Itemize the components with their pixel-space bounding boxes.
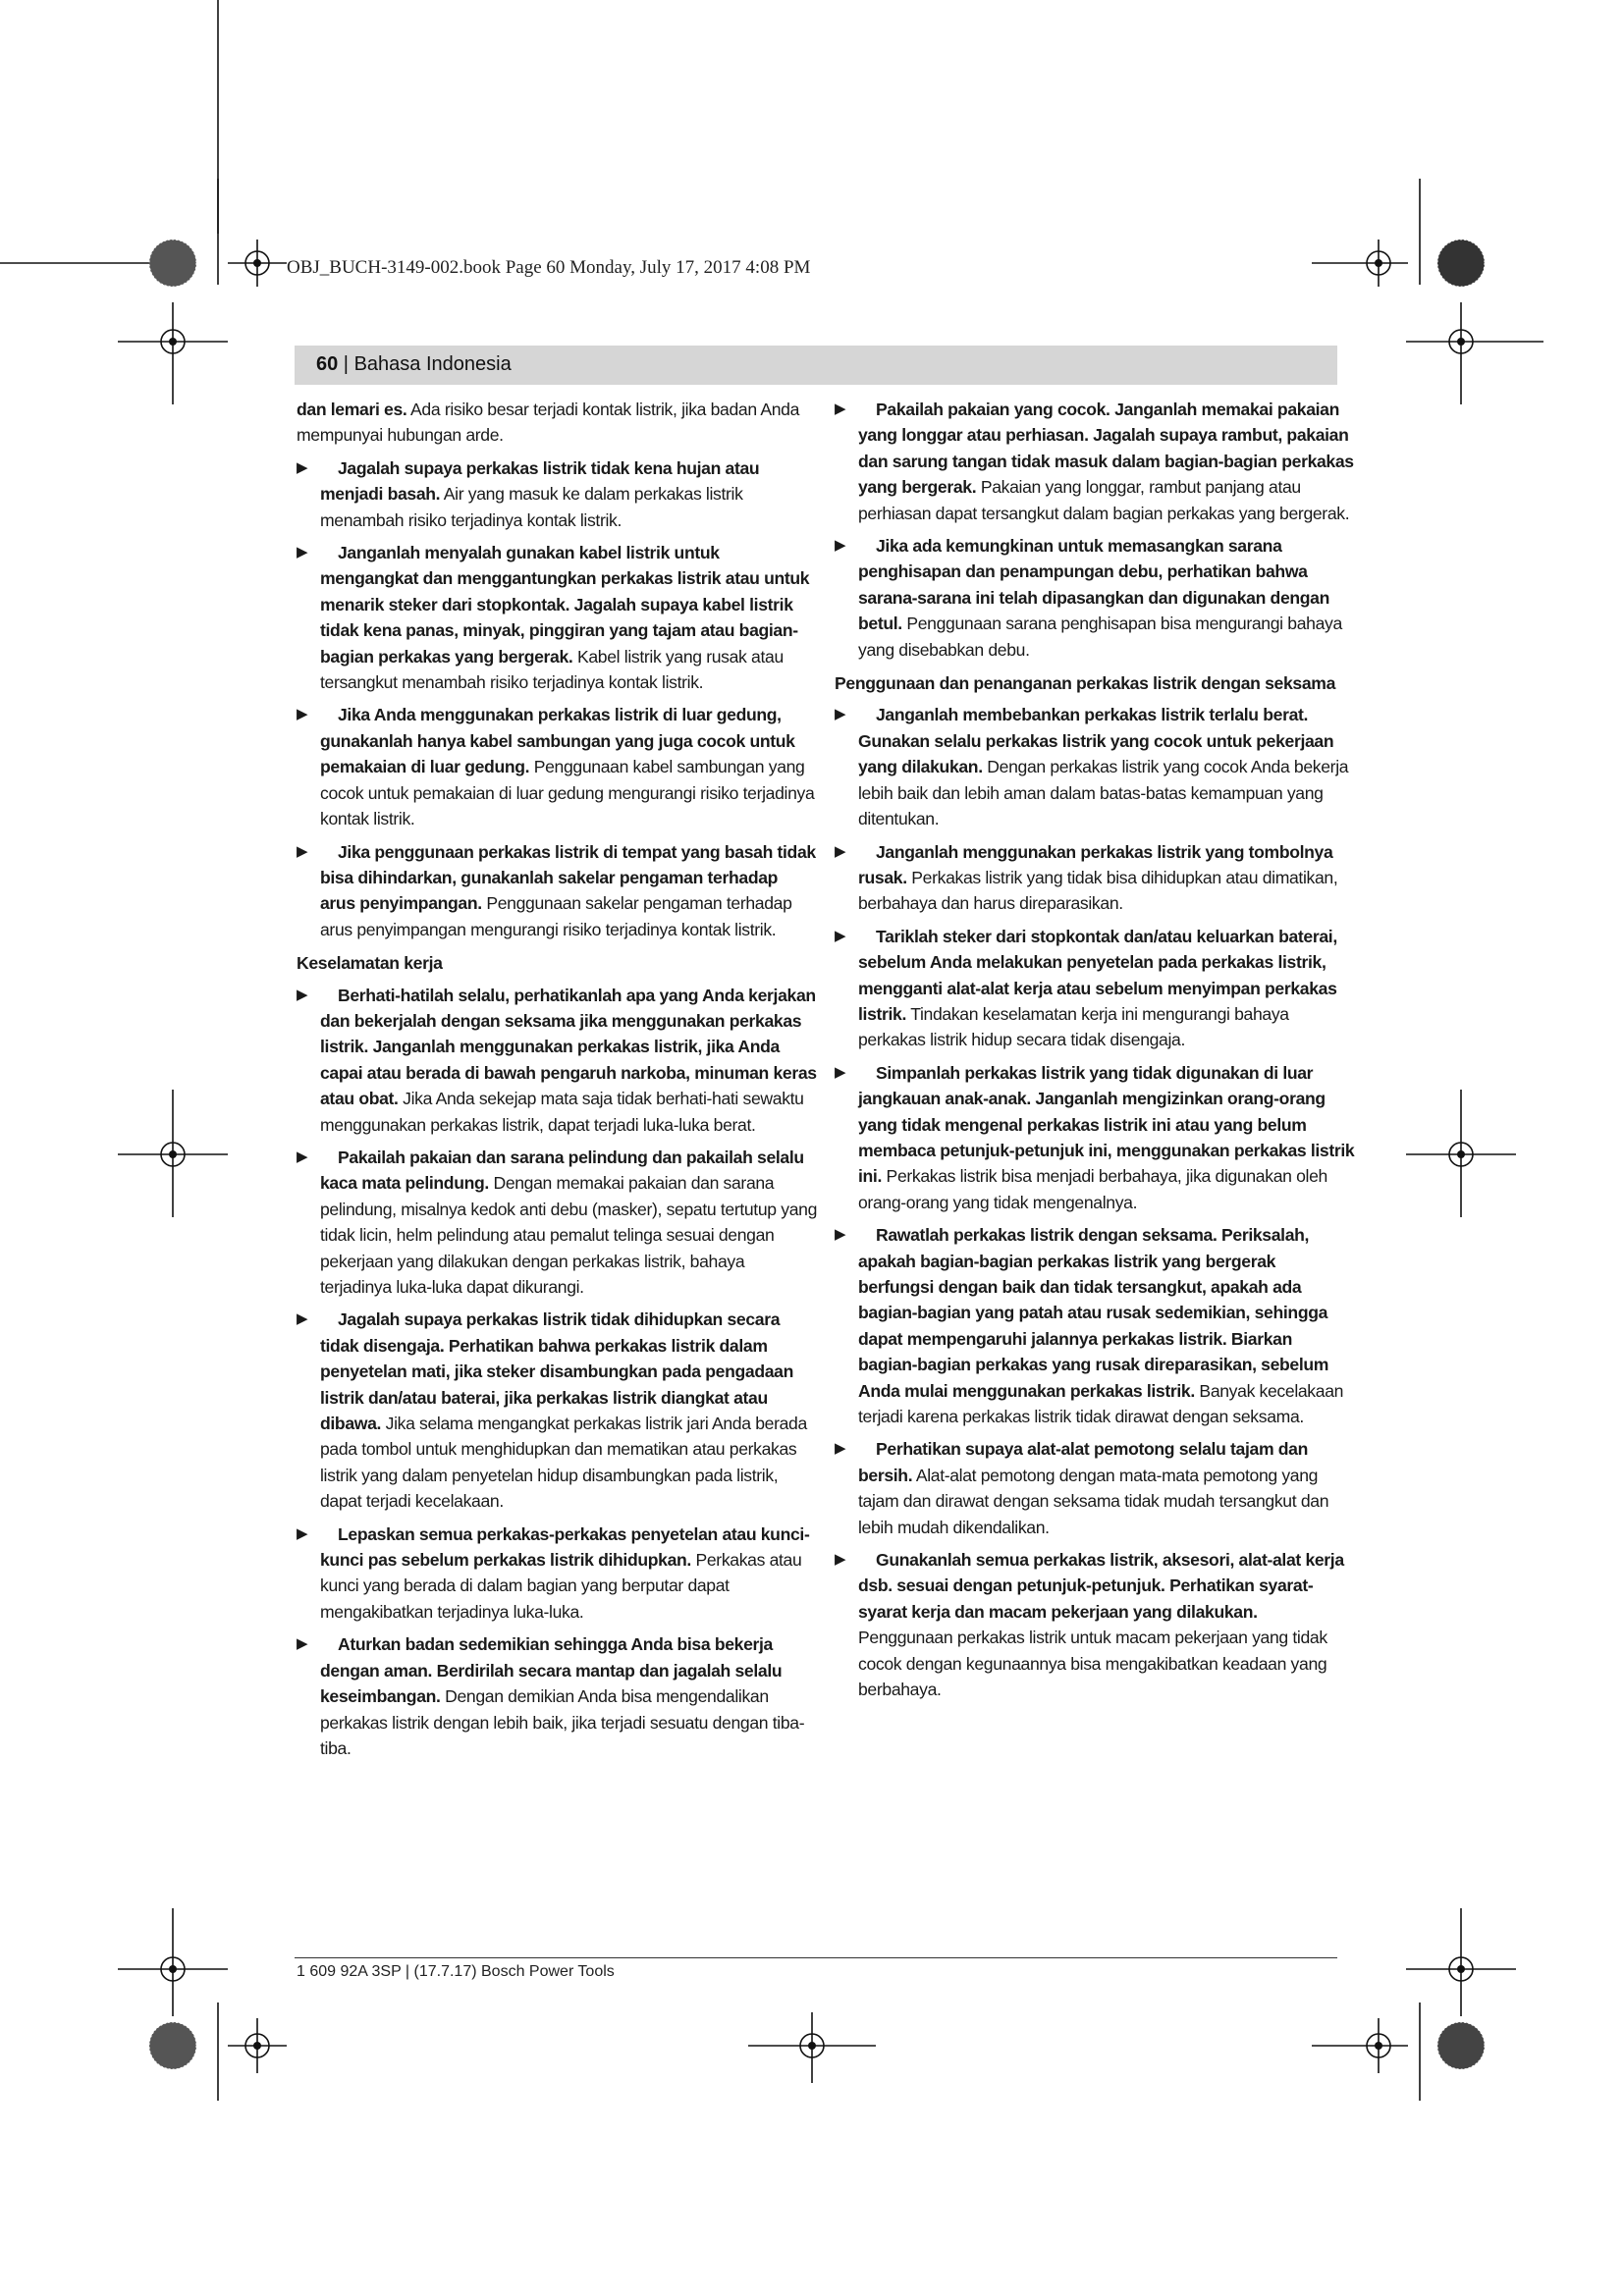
list-item xyxy=(835,1060,1355,1215)
print-slug: OBJ_BUCH-3149-002.book Page 60 Monday, July 17, 2017 4:08 PM xyxy=(287,257,811,278)
item-text: Perkakas listrik bisa menjadi berbahaya, jika digunakan oleh orang-orang yang tidak mengenalnya. xyxy=(858,1166,1327,1212)
bullet-arrow-icon: ▶ xyxy=(835,1063,846,1081)
item-bold-text: Jika Anda menggunakan perkakas listrik di luar gedung, gunakanlah hanya kabel sambungan yang juga cocok untuk pemakaian di luar gedung. xyxy=(320,705,795,777)
list-item xyxy=(835,1436,1355,1540)
list-item xyxy=(297,839,817,943)
list-item xyxy=(297,702,817,831)
list-item xyxy=(297,1522,817,1626)
item-bold-text: Simpanlah perkakas listrik yang tidak digunakan di luar jangkauan anak-anak. Janganlah mengizinkan orang-orang yang tidak mengenal perkakas listrik ini atau yang belum membaca petunjuk-petunjuk ini, menggunakan perkakas listrik ini. xyxy=(858,1062,1355,1187)
safety-list-work xyxy=(297,983,817,1762)
left-column xyxy=(297,397,817,1768)
bullet-arrow-icon: ▶ xyxy=(835,1226,846,1244)
item-bold-text: Pakailah pakaian yang cocok. Janganlah memakai pakaian yang longgar atau perhiasan. Jagalah supaya rambut, pakaian dan sarung tangan tidak masuk dalam bagian-bagian perkakas yang bergerak. xyxy=(858,400,1354,498)
item-bold-text: Janganlah menggunakan perkakas listrik yang tombolnya rusak. xyxy=(858,841,1333,887)
item-text: Penggunaan kabel sambungan yang cocok untuk pemakaian di luar gedung mengurangi risiko terjadinya kontak listrik. xyxy=(320,757,815,829)
item-text: Penggunaan perkakas listrik untuk macam pekerjaan yang tidak cocok dengan kegunaannya bisa mengakibatkan keadaan yang berbahaya. xyxy=(858,1628,1327,1700)
section-heading: Keselamatan kerja xyxy=(297,953,443,974)
bullet-arrow-icon: ▶ xyxy=(297,1310,308,1328)
item-text: Penggunaan sarana penghisapan bisa mengurangi bahaya yang disebabkan debu. xyxy=(858,614,1342,660)
list-item xyxy=(835,839,1355,917)
item-bold-text: Pakailah pakaian dan sarana pelindung dan pakailah selalu kaca mata pelindung. xyxy=(320,1147,804,1194)
list-item xyxy=(835,533,1355,663)
item-text: Perkakas listrik yang tidak bisa dihidupkan atau dimatikan, berbahaya dan harus direparasikan. xyxy=(858,867,1338,914)
item-bold-text: Jika ada kemungkinan untuk memasangkan sarana penghisapan dan penampungan debu, perhatikan bahwa sarana-sarana ini telah dipasangkan dan digunakan dengan betul. xyxy=(858,536,1330,634)
bullet-arrow-icon: ▶ xyxy=(835,842,846,860)
bullet-arrow-icon: ▶ xyxy=(297,1524,308,1542)
page-header xyxy=(316,353,512,376)
list-item xyxy=(297,540,817,695)
item-bold-text: Perhatikan supaya alat-alat pemotong selalu tajam dan bersih. xyxy=(858,1439,1309,1485)
bullet-arrow-icon: ▶ xyxy=(835,927,846,944)
item-text: Air yang masuk ke dalam perkakas listrik menambah risiko terjadinya kontak listrik. xyxy=(320,484,743,530)
bullet-arrow-icon: ▶ xyxy=(297,1148,308,1165)
item-text: Kabel listrik yang rusak atau tersangkut menambah risiko terjadinya kontak listrik. xyxy=(320,646,784,693)
item-text: Dengan memakai pakaian dan sarana pelindung, misalnya kedok anti debu (masker), sepatu tertutup yang tidak licin, helm pelindung atau pemalut telinga sesuai dengan pekerjaan yang dilakukan dengan perkakas listrik, bahaya terjadinya luka-luka dapat dikurangi. xyxy=(320,1173,818,1297)
item-text: Tindakan keselamatan kerja ini mengurangi bahaya perkakas listrik hidup secara tidak disengaja. xyxy=(858,1003,1289,1050)
list-item xyxy=(297,1307,817,1514)
bullet-arrow-icon: ▶ xyxy=(297,706,308,723)
list-item xyxy=(835,702,1355,831)
item-bold-text: Janganlah menyalah gunakan kabel listrik untuk mengangkat dan menggantungkan perkakas listrik atau untuk menarik steker dari stopkontak. Jagalah supaya kabel listrik tidak kena panas, minyak, pinggiran yang tajam atau bagian-bagian perkakas yang bergerak. xyxy=(320,543,810,667)
item-bold-text: Jagalah supaya perkakas listrik tidak dihidupkan secara tidak disengaja. Perhatikan bahwa perkakas listrik dalam penyetelan mati, jika steker disambungkan pada pengadaan listrik dan/atau baterai, jika perkakas listrik diangkat atau dibawa. xyxy=(320,1309,793,1434)
list-item xyxy=(297,983,817,1138)
list-item xyxy=(297,455,817,533)
bullet-arrow-icon: ▶ xyxy=(297,986,308,1003)
bullet-arrow-icon: ▶ xyxy=(835,706,846,723)
bullet-arrow-icon: ▶ xyxy=(835,537,846,555)
item-text: Dengan perkakas listrik yang cocok Anda bekerja lebih baik dan lebih aman dalam batas-batas kemampuan yang ditentukan. xyxy=(858,757,1349,829)
bullet-arrow-icon: ▶ xyxy=(835,400,846,417)
bullet-arrow-icon: ▶ xyxy=(297,544,308,561)
list-item xyxy=(835,397,1355,526)
intro-paragraph: dan lemari es. Ada risiko besar terjadi kontak listrik, jika badan Anda mempunyai hubungan arde. xyxy=(297,400,800,446)
item-text: Jika Anda sekejap mata saja tidak berhati-hati sewaktu menggunakan perkakas listrik, dapat terjadi luka-luka berat. xyxy=(320,1089,804,1135)
item-bold-text: Aturkan badan sedemikian sehingga Anda bisa bekerja dengan aman. Berdirilah secara mantap dan jagalah selalu keseimbangan. xyxy=(320,1634,783,1707)
right-column xyxy=(835,397,1355,1710)
page-footer: 1 609 92A 3SP | (17.7.17) Bosch Power Tools xyxy=(297,1963,615,1980)
footer-rule xyxy=(295,1957,1337,1958)
safety-list-electrical xyxy=(297,455,817,942)
item-bold-text: Jika penggunaan perkakas listrik di tempat yang basah tidak bisa dihindarkan, gunakanlah sakelar pengaman terhadap arus penyimpangan. xyxy=(320,841,816,914)
item-bold-text: Tariklah steker dari stopkontak dan/atau keluarkan baterai, sebelum Anda melakukan penyetelan pada perkakas listrik, mengganti alat-alat kerja atau sebelum menyimpan perkakas listrik. xyxy=(858,926,1337,1024)
list-item xyxy=(297,1631,817,1761)
item-text: Pakaian yang longgar, rambut panjang atau perhiasan dapat tersangkut dalam bagian perkakas yang bergerak. xyxy=(858,477,1350,523)
header-separator: | xyxy=(338,353,354,375)
bullet-arrow-icon: ▶ xyxy=(835,1551,846,1569)
header-language: Bahasa Indonesia xyxy=(353,353,512,375)
list-item xyxy=(835,924,1355,1053)
item-bold-text: Rawatlah perkakas listrik dengan seksama. Periksalah, apakah bagian-bagian perkakas listrik yang bergerak berfungsi dengan baik dan tidak tersangkut, apakah ada bagian-bagian yang patah atau rusak sedemikian, sehingga dapat mempengaruhi jalannya perkakas listrik. Biarkan bagian-bagian perkakas yang rusak direparasikan, sebelum Anda mulai menggunakan perkakas listrik. xyxy=(858,1225,1329,1401)
item-bold-text: Gunakanlah semua perkakas listrik, aksesori, alat-alat kerja dsb. sesuai dengan petunjuk-petunjuk. Perhatikan syarat-syarat kerja dan macam pekerjaan yang dilakukan. xyxy=(858,1550,1344,1622)
bullet-arrow-icon: ▶ xyxy=(297,842,308,860)
item-bold-text: Berhati-hatilah selalu, perhatikanlah apa yang Anda kerjakan dan bekerjalah dengan seksama jika menggunakan perkakas listrik. Janganlah menggunakan perkakas listrik, jika Anda capai atau berada di bawah pengaruh narkoba, minuman keras atau obat. xyxy=(320,985,817,1109)
list-item xyxy=(835,1547,1355,1702)
bullet-arrow-icon: ▶ xyxy=(835,1440,846,1458)
item-text: Penggunaan sakelar pengaman terhadap arus penyimpangan mengurangi risiko terjadinya kontak listrik. xyxy=(320,893,792,939)
item-text: Banyak kecelakaan terjadi karena perkakas listrik tidak dirawat dengan seksama. xyxy=(858,1380,1344,1427)
page-number: 60 xyxy=(316,353,339,375)
item-text: Perkakas atau kunci yang berada di dalam bagian yang berputar dapat mengakibatkan terjadinya luka-luka. xyxy=(320,1550,802,1622)
section-heading: Penggunaan dan penanganan perkakas listrik dengan seksama xyxy=(835,673,1336,694)
item-bold-text: Janganlah membebankan perkakas listrik terlalu berat. Gunakan selalu perkakas listrik yang cocok untuk pekerjaan yang dilakukan. xyxy=(858,705,1334,777)
list-item xyxy=(297,1145,817,1300)
safety-list-clothing xyxy=(835,397,1355,663)
bullet-arrow-icon: ▶ xyxy=(297,458,308,476)
safety-list-usage xyxy=(835,702,1355,1702)
item-bold-text: Jagalah supaya perkakas listrik tidak kena hujan atau menjadi basah. xyxy=(320,457,760,505)
list-item xyxy=(835,1222,1355,1429)
item-bold-text: Lepaskan semua perkakas-perkakas penyetelan atau kunci-kunci pas sebelum perkakas listrik dihidupkan. xyxy=(320,1523,810,1571)
item-text: Alat-alat pemotong dengan mata-mata pemotong yang tajam dan dirawat dengan seksama tidak mudah tersangkut dan lebih mudah dikendalikan. xyxy=(858,1465,1329,1537)
bullet-arrow-icon: ▶ xyxy=(297,1635,308,1653)
item-text: Dengan demikian Anda bisa mengendalikan perkakas listrik dengan lebih baik, jika terjadi sesuatu dengan tiba-tiba. xyxy=(320,1686,805,1758)
item-text: Jika selama mengangkat perkakas listrik jari Anda berada pada tombol untuk menghidupkan dan mematikan atau perkakas listrik yang dalam penyetelan hidup disambungkan pada listrik, dapat terjadi kecelakaan. xyxy=(320,1414,807,1512)
